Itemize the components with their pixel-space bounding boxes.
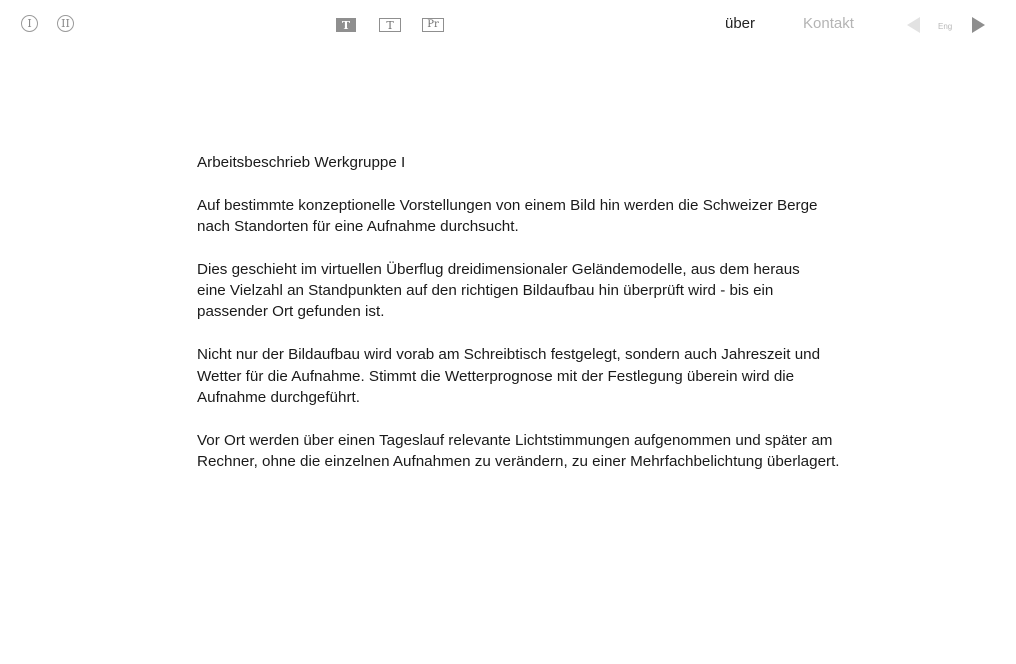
work-group-1-button[interactable]: I	[21, 15, 38, 32]
article-paragraph: Nicht nur der Bildaufbau wird vorab am Schreibtisch festgelegt, sondern auch Jahreszeit und Wetter für die Aufnahme. Stimmt die Wetterprognose mit der Festlegung überein wird die Aufnahme durchgeführt.	[197, 346, 821, 406]
language-switch-label[interactable]: Eng	[938, 22, 953, 31]
arrow-left-icon[interactable]	[907, 17, 920, 33]
nav-contact-link[interactable]: Kontakt	[803, 15, 854, 32]
arrow-right-icon[interactable]	[972, 17, 985, 33]
work-group-2-button[interactable]: II	[57, 15, 74, 32]
text-style-serif-button[interactable]: T	[336, 18, 356, 32]
text-style-outline-button[interactable]: T	[379, 18, 401, 32]
article-body	[197, 152, 887, 494]
article-paragraph: Vor Ort werden über einen Tageslauf relevante Lichtstimmungen aufgenommen und später am Rechner, ohne die einzelnen Aufnahmen zu verändern, zu einer Mehrfachbelichtung überlagert.	[197, 431, 840, 470]
text-style-pr-button[interactable]: Pr	[422, 18, 444, 32]
article-title: Arbeitsbeschrieb Werkgruppe I	[197, 154, 406, 171]
nav-about-link[interactable]: über	[725, 15, 756, 32]
article-paragraph: Auf bestimmte konzeptionelle Vorstellungen von einem Bild hin werden die Schweizer Berge nach Standorten für eine Aufnahme durchsucht.	[197, 196, 818, 236]
article-paragraph: Dies geschieht im virtuellen Überflug dreidimensionaler Geländemodelle, aus dem heraus eine Vielzahl an Standpunkten auf den richtigen Bildaufbau hin überprüft wird - bis ein passender Ort gefunden ist.	[197, 260, 800, 321]
